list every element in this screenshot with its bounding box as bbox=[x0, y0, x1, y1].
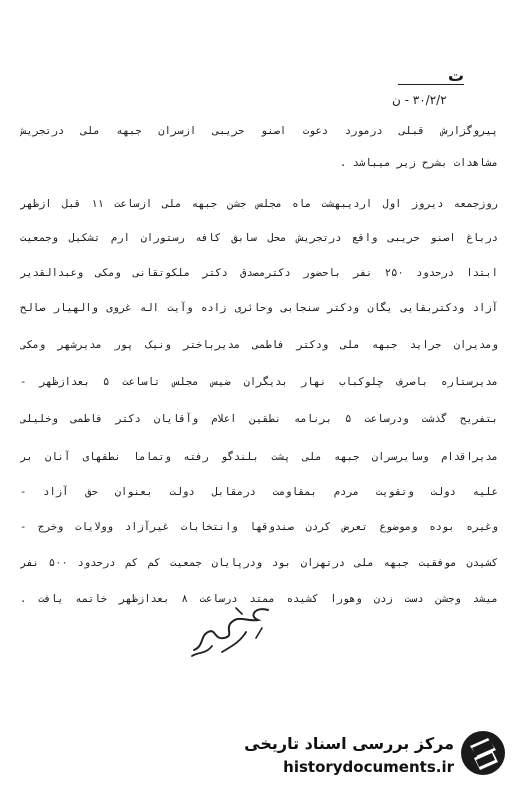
body-line: روزجمعه دیروز اول اردیبهشت ماه مجلس جشن جبهه ملی ازساعت ۱۱ قبل ازظهر bbox=[20, 198, 498, 210]
footer-watermark bbox=[216, 728, 512, 784]
body-line: مدیرستاره باصرف چلوکباب نهار بدیگران ضیس مجلس تاساعت ۵ بعدازظهر - bbox=[20, 376, 498, 388]
archive-logo-icon bbox=[458, 728, 508, 778]
body-line: آزاد ودکتربقایی یگان ودکتر سنجابی وحائری زاده وآیت اله غروی والهیار صالح bbox=[20, 302, 498, 314]
body-line: بتفریح گذشت ودرساعت ۵ برنامه نطقین اعلام وآقایان دکتر فاطمی وخلیلی bbox=[20, 413, 498, 425]
body-line: ومدیران جراید جبهه ملی ودکتر فاطمی مدیرباختر ونیک پور مدیرشهر ومکی bbox=[20, 339, 498, 351]
body-line: مدیراقدام وسایرسران جبهه ملی پشت بلندگو رفته وتماما نطقهای آنان بر bbox=[20, 451, 498, 463]
body-line: پیروگزارش قبلی درمورد دعوت اصنو حریبی ازسران جبهه ملی درتجریش bbox=[20, 125, 498, 137]
document-reference-number: ۳۰/۲/۲ - ن bbox=[392, 93, 447, 107]
body-line: درباغ اصنو حریبی واقع درتجریش محل سابق کافه رستوران ارم تشکیل وجمعیت bbox=[20, 232, 498, 244]
footer-website: historydocuments.ir bbox=[283, 758, 454, 776]
body-line: کشیدن موفقیت جبهه ملی درتهران بود ودرپایان جمعیت کم کم درحدود ۵۰۰ نفر bbox=[20, 557, 498, 569]
handwritten-signature bbox=[186, 602, 276, 660]
body-line: میشد وجشن دست زدن وهورا کشیده ممتد درساعت ۸ بعدازظهر خاتمه یافت . bbox=[20, 593, 498, 605]
body-line: مشاهدات بشرح زیر میباشد . bbox=[339, 157, 498, 169]
document-header-mark: ت bbox=[448, 66, 465, 85]
header-rule bbox=[398, 84, 464, 85]
body-line: وغیره بوده وموضوع تعرض کردن صندوقها وانتخابات غیرآزاد وولایات وخرج - bbox=[20, 521, 498, 533]
body-line: علیه دولت وتقویت مردم بمقاومت درمقابل دولت بعنوان حق آزاد - bbox=[20, 486, 498, 498]
footer-organization-name: مرکز بررسی اسناد تاریخی bbox=[244, 734, 454, 753]
body-line: ابتدا درحدود ۲۵۰ نفر باحضور دکترمصدق دکتر ملکوتقانی ومکی وعبدالقدیر bbox=[20, 267, 498, 279]
